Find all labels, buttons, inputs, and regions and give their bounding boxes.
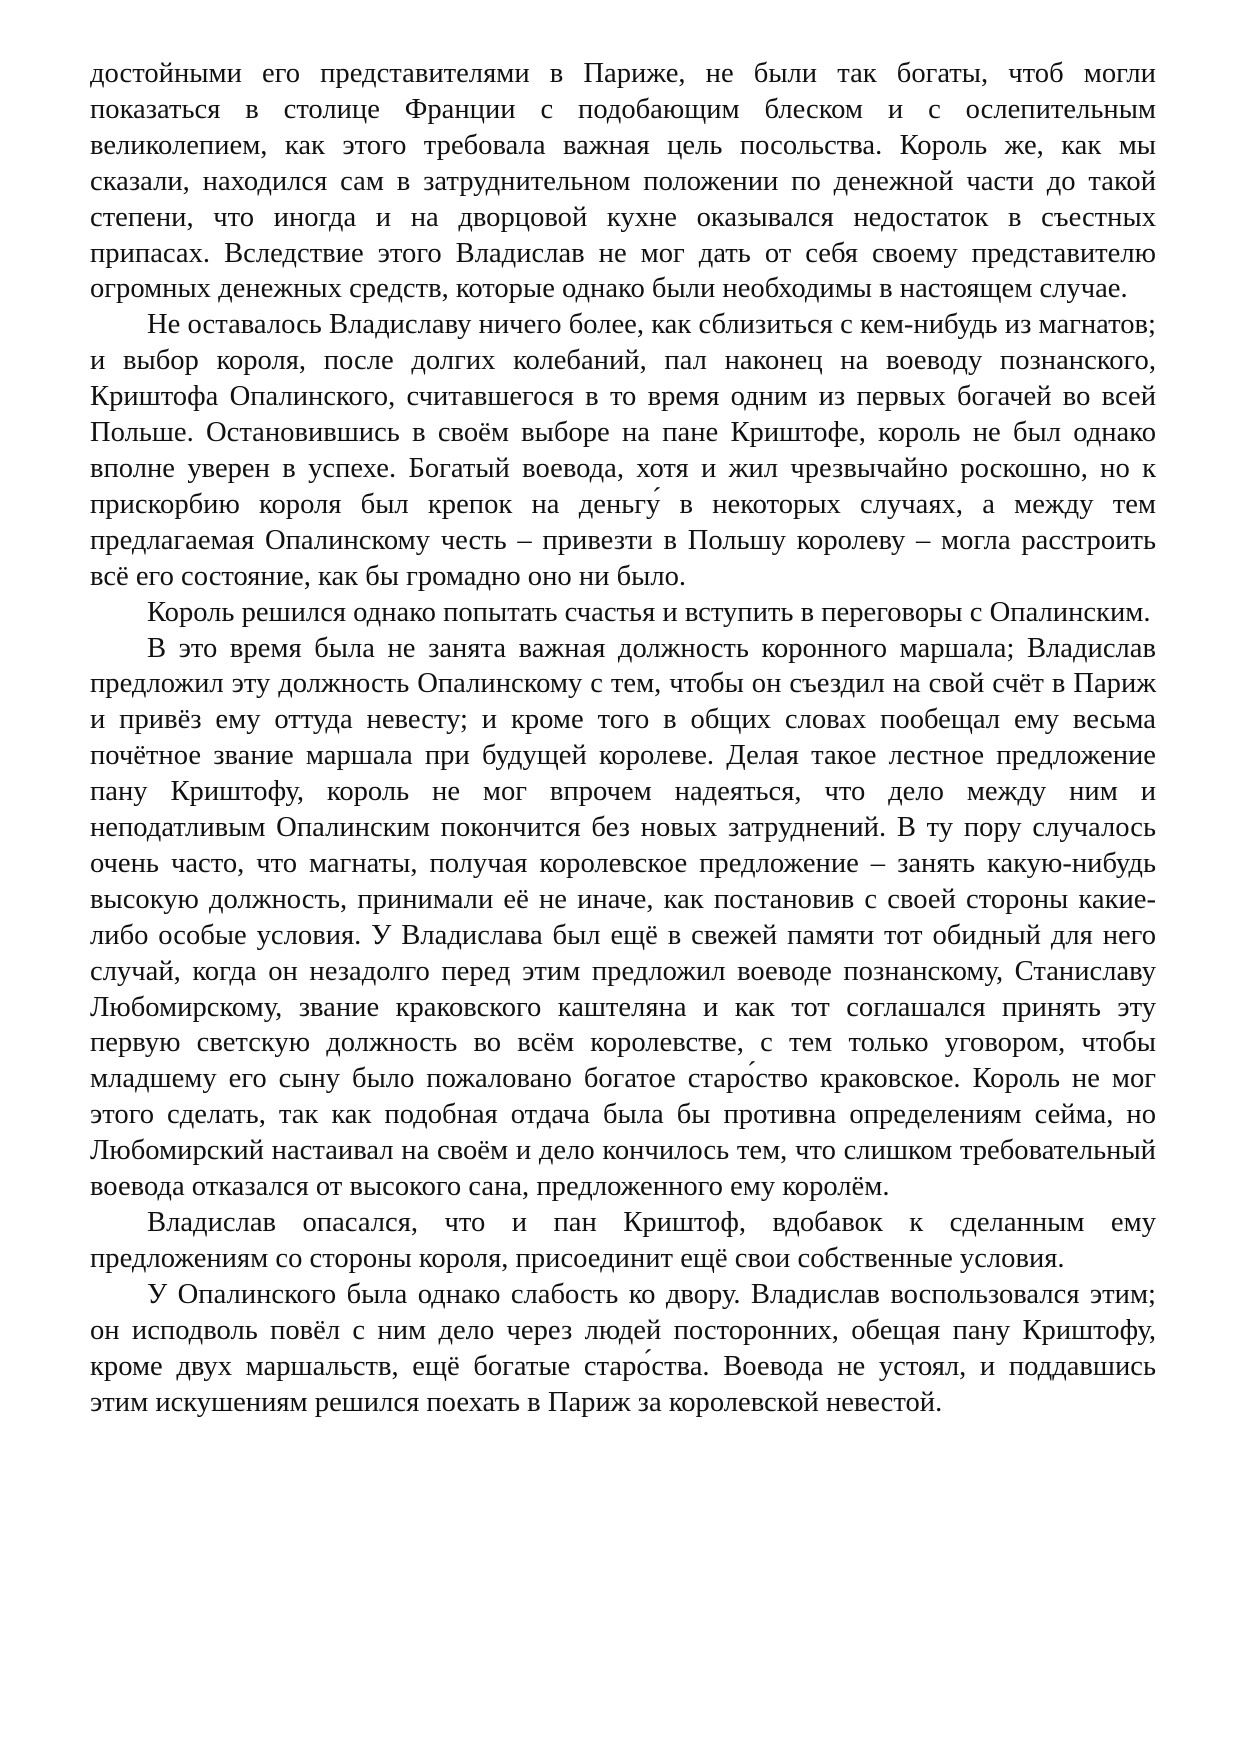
paragraph-5: Владислав опасался, что и пан Криштоф, вдобавок к сделанным ему предложениям со стороны короля, присоединит ещё свои собственные условия. [90, 1207, 1156, 1274]
paragraph-3: Король решился однако попытать счастья и вступить в переговоры с Опалинским. [147, 596, 1151, 628]
paragraph-4: В это время была не занята важная должность коронного маршала; Владислав предложил эту должность Опалинскому с тем, чтобы он съездил на свой счёт в Париж и привёз ему оттуда невесту; и кроме того в общих словах пообещал ему весьма почётное звание маршала при будущей королеве. Делая такое лестное предложение пану Криштофу, король не мог впрочем надеяться, что дело между ним и неподатливым Опалинским покончится без новых затруднений. В ту пору случалось очень часто, что магнаты, получая королевское предложение – занять какую-нибудь высокую должность, принимали её не иначе, как постановив с своей стороны какие-либо особые условия. У Владислава был ещё в свежей памяти тот обидный для него случай, когда он незадолго перед этим предложил воеводе познанскому, Станиславу Любомирскому, звание краковского каштеляна и как тот соглашался принять эту первую светскую должность во всём королевстве, с тем только уговором, чтобы младшему его сыну было пожаловано богатое старо́ство краковское. Король не мог этого сделать, так как подобная отдача была бы противна определениям сейма, но Любомирский настаивал на своём и дело кончилось тем, что слишком требовательный воевода отказался от высокого сана, предложенного ему королём. [90, 632, 1156, 1203]
paragraph-1: достойными его представителями в Париже, не были так богаты, чтоб могли показаться в столице Франции с подобающим блеском и с ослепительным великолепием, как этого требовала важная цель посольства. Король же, как мы сказали, находился сам в затруднительном положении по денежной части до такой степени, что иногда и на дворцовой кухне оказывался недостаток в съестных припасах. Вследствие этого Владислав не мог дать от себя своему представителю огромных денежных средств, которые однако были необходимы в настоящем случае. [90, 58, 1156, 305]
paragraph-2: Не оставалось Владиславу ничего более, как сблизиться с кем-нибудь из магнатов; и выбор короля, после долгих колебаний, пал наконец на воеводу познанского, Криштофа Опалинского, считавшегося в то время одним из первых богачей во всей Польше. Остановившись в своём выборе на пане Криштофе, король не был однако вполне уверен в успехе. Богатый воевода, хотя и жил чрезвычайно роскошно, но к прискорбию короля был крепок на деньгу́ в некоторых случаях, а между тем предлагаемая Опалинскому честь – привезти в Польшу королеву – могла расстроить всё его состояние, как бы громадно оно ни было. [90, 309, 1156, 592]
document-page [90, 56, 1156, 1420]
paragraph-6: У Опалинского была однако слабость ко двору. Владислав воспользовался этим; он исподволь повёл с ним дело через людей посторонних, обещая пану Криштофу, кроме двух маршальств, ещё богатые старо́ства. Воевода не устоял, и поддавшись этим искушениям решился поехать в Париж за королевской невестой. [90, 1278, 1156, 1418]
